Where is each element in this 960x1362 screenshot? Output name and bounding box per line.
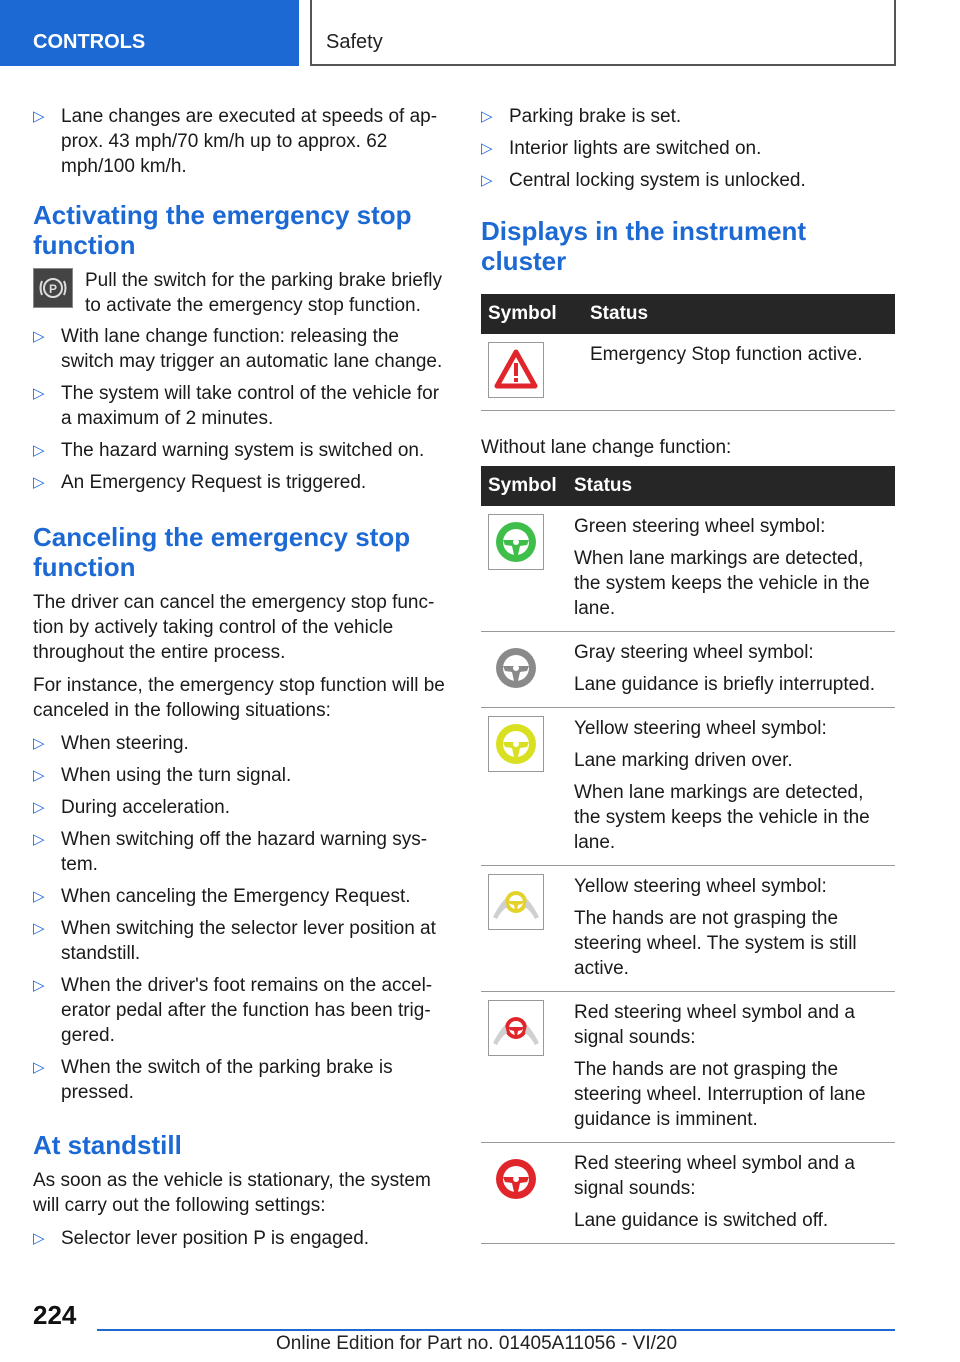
- status-text: Lane guidance is briefly interrupted.: [574, 674, 876, 695]
- bullet-triangle-icon: ▷: [481, 172, 493, 189]
- bullet-triangle-icon: ▷: [33, 767, 45, 784]
- status-text: When lane markings are detected, the system keeps the vehicle in the lane.: [574, 548, 870, 619]
- emergency-status-table: [481, 294, 895, 411]
- bullet-triangle-icon: ▷: [33, 474, 45, 491]
- bullet-triangle-icon: ▷: [33, 831, 45, 848]
- status-text: Red steering wheel symbol and a signal sounds:: [574, 1002, 855, 1048]
- left-column: [33, 104, 446, 1258]
- status-text: Green steering wheel symbol:: [574, 516, 826, 537]
- list-item: ▷ Interior lights are switched on.: [481, 138, 762, 159]
- column-header-symbol: Symbol: [481, 466, 574, 506]
- cancel-paragraph-1: The driver can cancel the emergency stop func‐tion by actively taking control of the vehicle throughout the entire process.: [33, 592, 435, 663]
- green-steering-wheel-icon: [488, 514, 544, 570]
- gray-steering-wheel-icon: [488, 640, 544, 696]
- lane-guidance-status-table: [481, 466, 895, 1244]
- section-heading-activate: Activating the emergency stop function: [33, 200, 412, 260]
- red-steering-wheel-hands-icon: [488, 1000, 544, 1056]
- parking-brake-note: [33, 268, 446, 318]
- list-item: ▷ Selector lever position P is engaged.: [33, 1228, 370, 1249]
- list-item: ▷ With lane change function: releasing the switch may trigger an automatic lane change.: [33, 326, 443, 372]
- table-row: [481, 708, 895, 866]
- status-text: Red steering wheel symbol and a signal sounds:: [574, 1153, 855, 1199]
- status-text: Yellow steering wheel symbol:: [574, 876, 827, 897]
- table-row: [481, 992, 895, 1143]
- bullet-triangle-icon: ▷: [481, 140, 493, 157]
- list-item: ▷ The system will take control of the vehicle for a maximum of 2 minutes.: [33, 383, 440, 429]
- bullet-triangle-icon: ▷: [33, 328, 45, 345]
- bullet-triangle-icon: ▷: [33, 108, 45, 125]
- status-text: When lane markings are detected, the system keeps the vehicle in the lane.: [574, 782, 870, 853]
- parking-brake-switch-icon: [33, 268, 73, 308]
- table-row: [481, 506, 895, 632]
- column-header-symbol: Symbol: [481, 294, 578, 334]
- status-text: The hands are not grasping the steering wheel. Interruption of lane guidance is imminent.: [574, 1059, 866, 1130]
- list-item: ▷ Lane changes are executed at speeds of ap‐prox. 43 mph/70 km/h up to approx. 62 mph/100 km/h.: [33, 106, 438, 177]
- status-text: The hands are not grasping the steering wheel. The system is still active.: [574, 908, 857, 979]
- cancel-list: [33, 731, 446, 1105]
- list-item: ▷ Central locking system is unlocked.: [481, 170, 806, 191]
- cancel-paragraph-2: For instance, the emergency stop function will be canceled in the following situations:: [33, 675, 445, 721]
- bullet-triangle-icon: ▷: [33, 1230, 45, 1247]
- table-row: [481, 632, 895, 708]
- list-item: ▷ When the driver's foot remains on the accel‐erator pedal after the function has been trig‐gered.: [33, 975, 433, 1046]
- without-lane-change-label: Without lane change function:: [481, 437, 732, 458]
- status-text: Yellow steering wheel symbol:: [574, 718, 827, 739]
- footer-divider: [97, 1329, 895, 1331]
- yellow-steering-wheel-icon: [488, 716, 544, 772]
- status-text: Emergency Stop function active.: [590, 344, 863, 365]
- table-row: [481, 334, 895, 411]
- parking-brake-text: Pull the switch for the parking brake briefly to activate the emergency stop function.: [85, 270, 442, 316]
- standstill-list: [33, 1226, 446, 1251]
- list-item: ▷ When steering.: [33, 733, 189, 754]
- right-column: [481, 104, 895, 1244]
- page-header-title: Safety: [310, 0, 896, 66]
- activate-list: [33, 324, 446, 495]
- status-text: Lane guidance is switched off.: [574, 1210, 829, 1231]
- list-item: ▷ When switching the selector lever position at standstill.: [33, 918, 436, 964]
- section-heading-displays: Displays in the instrument cluster: [481, 216, 807, 276]
- list-item: ▷ During acceleration.: [33, 797, 230, 818]
- column-header-status: Status: [574, 466, 895, 506]
- table-row: [481, 1143, 895, 1244]
- standstill-continued-list: [481, 104, 895, 193]
- list-item: ▷ When canceling the Emergency Request.: [33, 886, 411, 907]
- bullet-triangle-icon: ▷: [33, 442, 45, 459]
- yellow-steering-wheel-hands-icon: [488, 874, 544, 930]
- status-text: Lane marking driven over.: [574, 750, 793, 771]
- bullet-triangle-icon: ▷: [33, 888, 45, 905]
- table-row: [481, 866, 895, 992]
- lane-change-list: [33, 104, 446, 179]
- bullet-triangle-icon: ▷: [33, 799, 45, 816]
- section-tab: CONTROLS: [0, 0, 299, 66]
- list-item: ▷ An Emergency Request is triggered.: [33, 472, 367, 493]
- list-item: ▷ The hazard warning system is switched on.: [33, 440, 425, 461]
- edition-footer: Online Edition for Part no. 01405A11056 - VI/20: [276, 1333, 678, 1354]
- svg-text:P: P: [48, 282, 58, 296]
- bullet-triangle-icon: ▷: [33, 920, 45, 937]
- bullet-triangle-icon: ▷: [481, 108, 493, 125]
- list-item: ▷ Parking brake is set.: [481, 106, 682, 127]
- standstill-paragraph: As soon as the vehicle is stationary, the system will carry out the following settings:: [33, 1170, 431, 1216]
- warning-triangle-icon: [488, 342, 544, 398]
- list-item: ▷ When switching off the hazard warning sys‐tem.: [33, 829, 428, 875]
- column-header-status: Status: [578, 294, 895, 334]
- bullet-triangle-icon: ▷: [33, 1059, 45, 1076]
- page-number: 224: [33, 1300, 77, 1330]
- list-item: ▷ When the switch of the parking brake is pressed.: [33, 1057, 393, 1103]
- section-heading-cancel: Canceling the emergency stop function: [33, 522, 411, 582]
- bullet-triangle-icon: ▷: [33, 977, 45, 994]
- section-heading-standstill: At standstill: [33, 1130, 182, 1160]
- red-steering-wheel-icon: [488, 1151, 544, 1207]
- bullet-triangle-icon: ▷: [33, 735, 45, 752]
- status-text: Gray steering wheel symbol:: [574, 642, 814, 663]
- bullet-triangle-icon: ▷: [33, 385, 45, 402]
- list-item: ▷ When using the turn signal.: [33, 765, 292, 786]
